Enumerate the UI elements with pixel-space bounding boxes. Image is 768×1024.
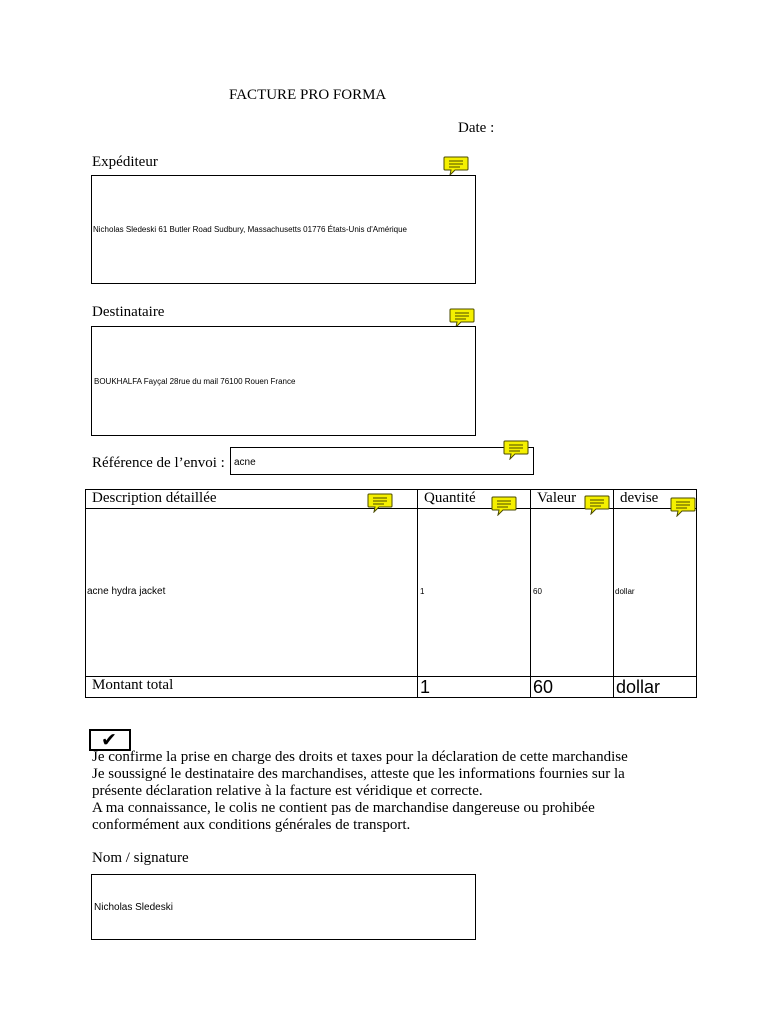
header-description: Description détaillée — [92, 490, 217, 506]
signature-label: Nom / signature — [92, 850, 189, 866]
row-currency: dollar — [615, 587, 635, 596]
comment-note-icon[interactable] — [584, 495, 610, 515]
declaration-line: présente déclaration relative à la facture est véridique et correcte. — [92, 783, 483, 799]
page-title: FACTURE PRO FORMA — [229, 87, 387, 103]
comment-note-icon[interactable] — [367, 493, 393, 513]
reference-value: acne — [234, 457, 256, 468]
signature-field[interactable] — [91, 874, 476, 940]
row-value: 60 — [533, 587, 542, 596]
sender-value: Nicholas Sledeski 61 Butler Road Sudbury, Massachusetts 01776 États-Unis d'Amérique — [93, 225, 407, 234]
date-label: Date : — [458, 120, 495, 136]
signature-value: Nicholas Sledeski — [94, 902, 173, 913]
comment-note-icon[interactable] — [491, 496, 517, 516]
reference-label: Référence de l’envoi : — [92, 455, 225, 471]
declaration-text — [92, 749, 628, 834]
confirm-checkbox[interactable] — [89, 729, 131, 751]
row-quantity-field[interactable] — [417, 508, 531, 677]
comment-note-icon[interactable] — [449, 308, 475, 328]
total-currency-field[interactable] — [613, 676, 697, 698]
sender-field[interactable] — [91, 175, 476, 284]
declaration-line: A ma connaissance, le colis ne contient pas de marchandise dangereuse ou prohibée — [92, 800, 595, 816]
recipient-label: Destinataire — [92, 304, 165, 320]
row-description-field[interactable] — [85, 508, 418, 677]
row-quantity: 1 — [420, 587, 425, 596]
declaration-line: conformément aux conditions générales de transport. — [92, 817, 411, 833]
header-currency: devise — [620, 490, 659, 506]
row-currency-field[interactable] — [613, 508, 697, 677]
recipient-value: BOUKHALFA Fayçal 28rue du mail 76100 Rouen France — [94, 377, 296, 386]
row-description: acne hydra jacket — [87, 586, 166, 597]
comment-note-icon[interactable] — [503, 440, 529, 460]
total-currency: dollar — [616, 677, 661, 697]
total-value-field[interactable] — [530, 676, 614, 698]
total-value: 60 — [533, 677, 554, 697]
header-value: Valeur — [537, 490, 577, 506]
checkmark-icon: ✔ — [101, 729, 117, 751]
comment-note-icon[interactable] — [670, 497, 696, 517]
recipient-field[interactable] — [91, 326, 476, 436]
total-label-cell — [85, 676, 418, 698]
total-quantity-field[interactable] — [417, 676, 531, 698]
reference-field[interactable] — [230, 447, 534, 475]
sender-label: Expéditeur — [92, 154, 158, 170]
declaration-line: Je soussigné le destinataire des marchandises, atteste que les informations fournies sur la — [92, 766, 625, 782]
total-quantity: 1 — [420, 677, 431, 697]
comment-note-icon[interactable] — [443, 156, 469, 176]
row-value-field[interactable] — [530, 508, 614, 677]
header-quantity: Quantité — [424, 490, 476, 506]
total-label: Montant total — [92, 677, 174, 693]
declaration-line: Je confirme la prise en charge des droits et taxes pour la déclaration de cette marchandise — [92, 749, 628, 765]
